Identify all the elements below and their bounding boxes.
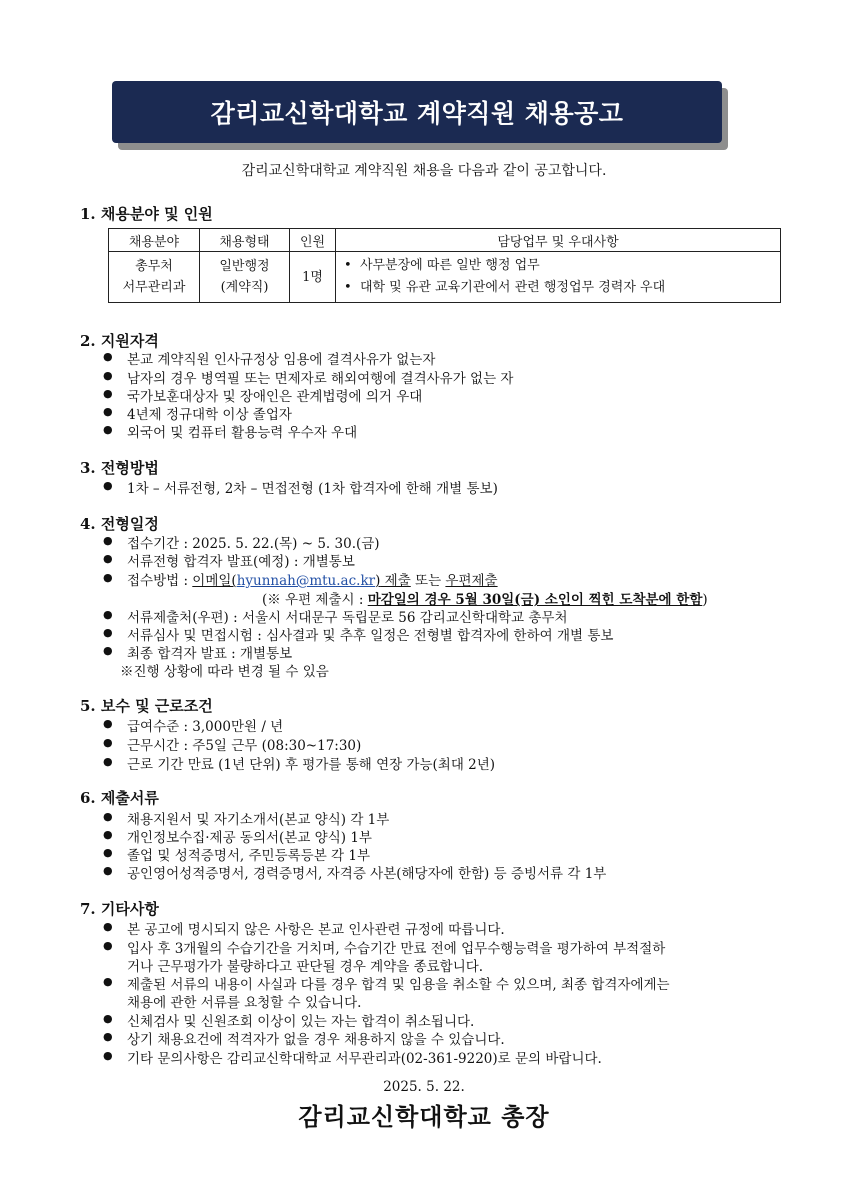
list-item: 입사 후 3개월의 수습기간을 거치며, 수습기간 만료 전에 업무수행능력을 평가하여 부적절하 [127, 941, 666, 957]
method-post: 우편제출 [445, 573, 498, 589]
bullet-icon: ● [103, 534, 113, 547]
recruitment-table [108, 228, 781, 303]
list-item: 기타 문의사항은 감리교신학대학교 서무관리과(02-361-9220)로 문의 바랍니다. [127, 1051, 602, 1067]
list-item: 개인정보수집·제공 동의서(본교 양식) 1부 [127, 830, 372, 846]
field-cell [109, 252, 200, 303]
table-header-cell: 인원 [290, 229, 336, 252]
method-or: 또는 [410, 573, 446, 589]
result-text: 서류전형 합격자 발표(예정) : 개별통보 [127, 554, 355, 570]
table-header-cell: 채용형태 [200, 229, 290, 252]
table-header-cell: 채용분야 [109, 229, 200, 252]
list-item: 근로 기간 만료 (1년 단위) 후 평가를 통해 연장 가능(최대 2년) [127, 757, 496, 773]
bullet-icon: ● [103, 1012, 113, 1025]
note-bold: 마감일의 경우 5월 30일(금) 소인이 찍힌 도착분에 한함 [367, 592, 703, 608]
field-line: 총무처 [135, 259, 173, 274]
duty-item [344, 277, 780, 299]
list-item: 채용지원서 및 자기소개서(본교 양식) 각 1부 [127, 812, 390, 828]
section-title-5: 5. 보수 및 근로조건 [80, 697, 213, 715]
bullet-icon: ● [103, 626, 113, 639]
list-item: 제출된 서류의 내용이 사실과 다를 경우 합격 및 임용을 취소할 수 있으며, 최종 합격자에게는 [127, 977, 670, 993]
list-item: 외국어 및 컴퓨터 활용능력 우수자 우대 [127, 425, 358, 441]
list-item: 4년제 정규대학 이상 졸업자 [127, 407, 292, 423]
section-title-2: 2. 지원자격 [80, 332, 159, 350]
issue-date: 2025. 5. 22. [383, 1079, 465, 1095]
note-suffix: ) [702, 592, 708, 608]
bullet-icon: • [344, 258, 352, 273]
bullet-icon: ● [103, 810, 113, 823]
section-title-7: 7. 기타사항 [80, 900, 159, 918]
bullet-icon: ● [103, 1030, 113, 1043]
table-header-row [109, 229, 781, 252]
bullet-icon: ● [103, 975, 113, 988]
bullet-icon: ● [103, 736, 113, 749]
intro-text: 감리교신학대학교 계약직원 채용을 다음과 같이 공고합니다. [241, 163, 607, 179]
section-title-4: 4. 전형일정 [80, 515, 159, 533]
type-line: (계약직) [220, 280, 269, 295]
bullet-icon: ● [103, 423, 113, 436]
bullet-icon: ● [103, 644, 113, 657]
list-item: 상기 채용요건에 적격자가 없을 경우 채용하지 않을 수 있습니다. [127, 1032, 505, 1048]
page-title: 감리교신학대학교 계약직원 채용공고 [210, 99, 624, 128]
method-line [127, 569, 498, 589]
bullet-icon: ● [103, 552, 113, 565]
method-email-close: ) [375, 573, 381, 589]
bullet-icon: ● [103, 1049, 113, 1062]
list-item: 국가보훈대상자 및 장애인은 관계법령에 의거 우대 [127, 389, 423, 405]
list-item: 본 공고에 명시되지 않은 사항은 본교 인사관련 규정에 따릅니다. [127, 922, 505, 938]
bullet-icon: ● [103, 369, 113, 382]
period-text: 접수기간 : 2025. 5. 22.(목) ~ 5. 30.(금) [127, 536, 380, 552]
review-text: 서류심사 및 면접시험 : 심사결과 및 추후 일정은 전형별 합격자에 한하여 개별 통보 [127, 628, 614, 644]
method-email-label: 이메일( [192, 573, 237, 589]
list-item-continued: 채용에 관한 서류를 요청할 수 있습니다. [127, 995, 362, 1011]
count-cell: 1명 [290, 252, 336, 303]
bullet-icon: ● [103, 350, 113, 363]
bullet-icon: ● [103, 939, 113, 952]
email-link[interactable]: hyunnah@mtu.ac.kr [236, 573, 376, 589]
note-prefix: (※ 우편 제출시 : [262, 592, 368, 608]
bullet-icon: ● [103, 387, 113, 400]
title-banner [112, 81, 722, 143]
section-title-3: 3. 전형방법 [80, 459, 159, 477]
final-text: 최종 합격자 발표 : 개별통보 [127, 646, 293, 662]
type-line: 일반행정 [219, 259, 270, 274]
bullet-icon: ● [103, 828, 113, 841]
bullet-icon: ● [103, 920, 113, 933]
duty-cell [336, 252, 781, 303]
section-title-6: 6. 제출서류 [80, 789, 159, 807]
table-row [109, 252, 781, 303]
section-title-1: 1. 채용분야 및 인원 [80, 205, 213, 223]
duty-item [344, 255, 780, 277]
list-item: 급여수준 : 3,000만원 / 년 [127, 719, 284, 735]
duty-text: 사무분장에 따른 일반 행정 업무 [359, 258, 540, 273]
bullet-icon: ● [103, 479, 113, 492]
remark-text: ※진행 상황에 따라 변경 될 수 있음 [120, 664, 329, 680]
bullet-icon: ● [103, 846, 113, 859]
list-item: 졸업 및 성적증명서, 주민등록등본 각 1부 [127, 848, 370, 864]
list-item: 신체검사 및 신원조회 이상이 있는 자는 합격이 취소됩니다. [127, 1014, 475, 1030]
list-item-continued: 거나 근무평가가 불량하다고 판단될 경우 계약을 종료합니다. [127, 959, 484, 975]
duty-text: 대학 및 유관 교육기관에서 관련 행정업무 경력자 우대 [359, 280, 666, 295]
address-text: 서류제출처(우편) : 서울시 서대문구 독립문로 56 감리교신학대학교 총무처 [127, 610, 568, 626]
bullet-icon: • [344, 280, 352, 295]
note-line [262, 588, 708, 608]
signature: 감리교신학대학교 총장 [298, 1102, 550, 1131]
type-cell [200, 252, 290, 303]
bullet-icon: ● [103, 755, 113, 768]
method-submit: 제출 [380, 573, 411, 589]
bullet-icon: ● [103, 864, 113, 877]
list-item: 근무시간 : 주5일 근무 (08:30~17:30) [127, 738, 362, 754]
bullet-icon: ● [103, 717, 113, 730]
method-email-wrap [192, 573, 410, 589]
bullet-icon: ● [103, 608, 113, 621]
list-item: 본교 계약직원 인사규정상 임용에 결격사유가 없는자 [127, 352, 436, 368]
field-line: 서무관리과 [122, 280, 186, 295]
bullet-icon: ● [103, 405, 113, 418]
bullet-icon: ● [103, 571, 113, 584]
list-item: 공인영어성적증명서, 경력증명서, 자격증 사본(해당자에 한함) 등 증빙서류 각 1부 [127, 866, 607, 882]
table-header-cell: 담당업무 및 우대사항 [336, 229, 781, 252]
list-item: 1차 – 서류전형, 2차 – 면접전형 (1차 합격자에 한해 개별 통보) [127, 481, 498, 497]
method-prefix: 접수방법 : [127, 573, 193, 589]
list-item: 남자의 경우 병역필 또는 면제자로 해외여행에 결격사유가 없는 자 [127, 371, 514, 387]
